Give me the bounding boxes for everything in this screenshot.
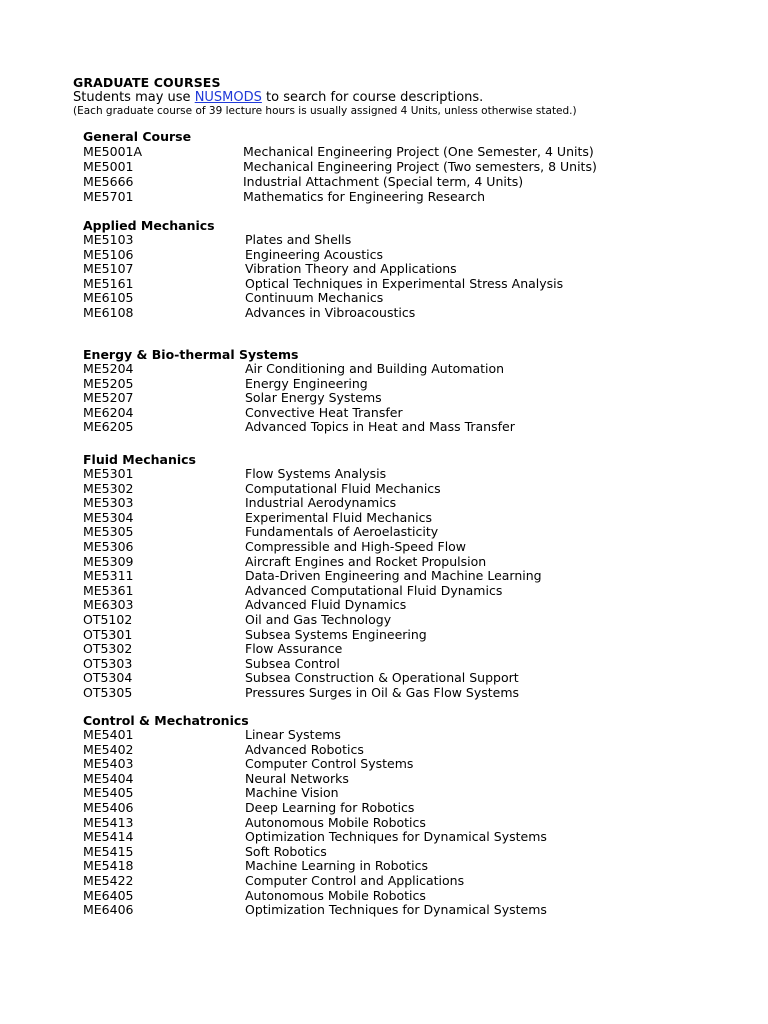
course-code: ME5303: [83, 495, 134, 511]
intro-suffix: to search for course descriptions.: [261, 90, 484, 105]
course-name: Optical Techniques in Experimental Stress Analysis: [245, 275, 564, 291]
course-name: Computer Control and Applications: [245, 872, 465, 888]
course-name: Flow Assurance: [245, 641, 343, 657]
course-code: ME5404: [83, 770, 134, 786]
course-row: [83, 628, 743, 643]
course-code: ME5204: [83, 361, 134, 376]
course-name: Experimental Fluid Mechanics: [245, 509, 433, 525]
course-row: [83, 525, 743, 540]
course-name: Subsea Systems Engineering: [245, 626, 427, 642]
course-name: Vibration Theory and Applications: [245, 261, 457, 277]
course-name: Plates and Shells: [245, 232, 352, 247]
course-row: [83, 728, 743, 743]
course-code: OT5304: [83, 670, 133, 686]
course-row: [83, 569, 743, 584]
course-name: Machine Learning in Robotics: [245, 858, 429, 874]
course-row: [83, 540, 743, 555]
course-row: [83, 671, 743, 686]
course-code: ME5106: [83, 246, 134, 262]
course-code: ME5161: [83, 275, 134, 291]
course-code: ME6205: [83, 419, 134, 435]
course-code: ME6405: [83, 887, 134, 903]
course-code: ME6303: [83, 597, 134, 613]
course-code: ME5311: [83, 568, 134, 584]
course-name: Optimization Techniques for Dynamical Systems: [245, 829, 547, 845]
course-code: ME6204: [83, 404, 134, 420]
course-name: Autonomous Mobile Robotics: [245, 814, 426, 830]
course-row: [83, 467, 743, 482]
section-heading: Applied Mechanics: [83, 218, 215, 233]
section-heading: General Course: [83, 129, 192, 144]
course-code: ME5403: [83, 756, 134, 772]
course-name: Flow Systems Analysis: [245, 466, 387, 481]
course-name: Mechanical Engineering Project (Two semesters, 8 Units): [243, 159, 597, 174]
course-name: Mathematics for Engineering Research: [243, 189, 485, 204]
course-name: Subsea Control: [245, 655, 340, 671]
course-code: ME5413: [83, 814, 134, 830]
course-row: [83, 816, 743, 831]
section-general-course: [83, 129, 743, 204]
course-row: [83, 159, 743, 174]
course-code: ME6406: [83, 902, 134, 918]
course-name: Oil and Gas Technology: [245, 611, 392, 627]
course-row: [83, 291, 743, 306]
course-name: Linear Systems: [245, 727, 341, 742]
course-name: Advanced Robotics: [245, 741, 364, 757]
course-row: [83, 277, 743, 292]
course-name: Deep Learning for Robotics: [245, 799, 415, 815]
course-name: Advances in Vibroacoustics: [245, 304, 416, 320]
course-name: Computer Control Systems: [245, 756, 414, 772]
course-code: ME5415: [83, 843, 134, 859]
course-row: [83, 786, 743, 801]
course-code: ME5304: [83, 509, 134, 525]
course-row: [83, 903, 743, 918]
course-name: Advanced Topics in Heat and Mass Transfer: [245, 419, 515, 435]
course-name: Soft Robotics: [245, 843, 327, 859]
course-row: [83, 511, 743, 526]
course-row: [83, 233, 743, 248]
course-code: ME5401: [83, 727, 134, 742]
course-row: [83, 496, 743, 511]
course-code: ME5306: [83, 538, 134, 554]
course-name: Pressures Surges in Oil & Gas Flow Systems: [245, 684, 520, 700]
section-control-mechatronics: [83, 713, 743, 918]
course-name: Industrial Aerodynamics: [245, 495, 397, 511]
course-name: Air Conditioning and Building Automation: [245, 361, 505, 376]
course-row: [83, 306, 743, 321]
course-row: [83, 482, 743, 497]
course-code: ME5305: [83, 524, 134, 540]
course-name: Solar Energy Systems: [245, 390, 382, 406]
course-name: Engineering Acoustics: [245, 246, 384, 262]
course-code: ME5406: [83, 799, 134, 815]
course-name: Industrial Attachment (Special term, 4 Units): [243, 174, 524, 189]
course-name: Optimization Techniques for Dynamical Systems: [245, 902, 547, 918]
course-name: Computational Fluid Mechanics: [245, 480, 441, 496]
course-code: ME6105: [83, 290, 134, 306]
page-title: GRADUATE COURSES: [73, 75, 221, 90]
section-heading: Energy & Bio-thermal Systems: [83, 347, 299, 362]
course-code: ME5361: [83, 582, 134, 598]
course-code: ME5405: [83, 785, 134, 801]
course-code: ME6108: [83, 304, 134, 320]
section-fluid-mechanics: [83, 452, 743, 701]
course-name: Convective Heat Transfer: [245, 404, 403, 420]
course-code: OT5102: [83, 611, 133, 627]
course-code: ME5207: [83, 390, 134, 406]
nusmods-link[interactable]: NUSMODS: [194, 90, 262, 105]
course-code: ME5001A: [83, 144, 143, 159]
course-code: OT5303: [83, 655, 133, 671]
section-heading: Control & Mechatronics: [83, 713, 249, 728]
course-row: [83, 598, 743, 613]
course-code: ME5414: [83, 829, 134, 845]
course-row: [83, 406, 743, 421]
course-name: Energy Engineering: [245, 375, 368, 391]
course-name: Advanced Computational Fluid Dynamics: [245, 582, 503, 598]
course-code: ME5107: [83, 261, 134, 277]
course-row: [83, 657, 743, 672]
course-row: [83, 845, 743, 860]
course-code: ME5103: [83, 232, 134, 247]
course-row: [83, 174, 743, 189]
course-name: Advanced Fluid Dynamics: [245, 597, 407, 613]
course-row: [83, 801, 743, 816]
course-name: Neural Networks: [245, 770, 349, 786]
document-header: [73, 75, 753, 118]
course-row: [83, 613, 743, 628]
intro-text: [73, 90, 753, 105]
course-row: [83, 584, 743, 599]
course-code: ME5301: [83, 466, 134, 481]
course-row: [83, 642, 743, 657]
course-name: Continuum Mechanics: [245, 290, 384, 306]
course-row: [83, 889, 743, 904]
course-row: [83, 772, 743, 787]
course-name: Mechanical Engineering Project (One Semester, 4 Units): [243, 144, 594, 159]
course-row: [83, 874, 743, 889]
course-row: [83, 743, 743, 758]
course-name: Compressible and High-Speed Flow: [245, 538, 467, 554]
course-row: [83, 248, 743, 263]
course-code: ME5309: [83, 553, 134, 569]
course-row: [83, 420, 743, 435]
course-row: [83, 362, 743, 377]
course-name: Subsea Construction & Operational Support: [245, 670, 519, 686]
section-applied-mechanics: [83, 218, 743, 321]
course-code: OT5302: [83, 641, 133, 657]
course-row: [83, 262, 743, 277]
course-code: OT5305: [83, 684, 133, 700]
course-code: ME5302: [83, 480, 134, 496]
section-energy-biothermal: [83, 347, 743, 435]
course-row: [83, 686, 743, 701]
course-code: ME5666: [83, 174, 134, 189]
course-code: ME5422: [83, 872, 134, 888]
course-row: [83, 830, 743, 845]
course-code: ME5418: [83, 858, 134, 874]
course-row: [83, 189, 743, 204]
course-row: [83, 555, 743, 570]
course-code: OT5301: [83, 626, 133, 642]
section-heading: Fluid Mechanics: [83, 452, 197, 467]
intro-prefix: Students may use: [73, 90, 195, 105]
course-code: ME5402: [83, 741, 134, 757]
course-code: ME5701: [83, 189, 134, 204]
course-row: [83, 391, 743, 406]
units-note: (Each graduate course of 39 lecture hours is usually assigned 4 Units, unless otherwise stated.): [73, 105, 577, 117]
course-name: Fundamentals of Aeroelasticity: [245, 524, 439, 540]
course-row: [83, 757, 743, 772]
course-row: [83, 144, 743, 159]
course-name: Machine Vision: [245, 785, 339, 801]
course-row: [83, 859, 743, 874]
course-code: ME5001: [83, 159, 134, 174]
course-name: Aircraft Engines and Rocket Propulsion: [245, 553, 487, 569]
course-name: Autonomous Mobile Robotics: [245, 887, 426, 903]
course-code: ME5205: [83, 375, 134, 391]
course-row: [83, 377, 743, 392]
course-name: Data-Driven Engineering and Machine Learning: [245, 568, 542, 584]
